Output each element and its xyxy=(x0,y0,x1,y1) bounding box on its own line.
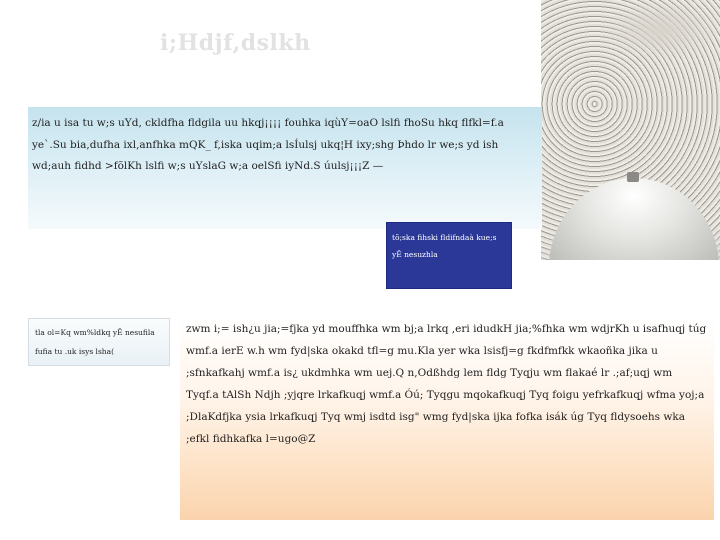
note-callout-box: tõ;ska fihski fldifndaà kue;s yÊ nesuzhla xyxy=(386,222,512,289)
mosque-crowd-photo xyxy=(541,0,720,260)
mosque-dome xyxy=(549,178,719,260)
side-quote-box: tla ol=Kq wm%ldkq yÊ nesufila fufia tu .uk isys lsha( xyxy=(28,318,170,366)
main-quote-box: zwm i;= ish¿u jia;=fjka yd mouffhka wm bj;a lrkq ,eri idudkH jia;%fhka wm wdjrKh u isafhuqj túg wmf.a ierE w.h wm fyd|ska okakd tfl=g mu.Kla yer wka lsisfj=g fkdfmfkk wkaoñka jika u ;sfnkafkahj wmf.a is¿ ukdmhka wm uej.Q n,Odßhdg lem fldg Tyqju wm flakaé lr .;af;uqj wm Tyqf.a tAlSh Ndjh ;yjqre lrkafkuqj wmf.a Óú; Tyqgu mqokafkuqj Tyq foigu yefrkafkuqj wfma yoj;a ;DlaKdfjka ysia lrkafkuqj Tyq wmj isdtd isg" wmg fyd|ska ijka fofka isák úg Tyq fldysoehs wka ;efkl fidhkafka l=ugo@Z xyxy=(180,316,714,520)
slide-title: i;Hdjf,dslkh xyxy=(160,30,311,56)
intro-text-box: z/ia u isa tu w;s uYd, ckldfha fldgila uu hkqj¡¡¡¡ fouhka iqùY=oaO lslfi fhoSu hkq flfkl=f.a ye`.Su bia,dufha ixl,anfhka mQK_ f,iska uqim;a lsÍulsj ukq¦H ixy;shg Þhdo lr we;s yd ish wd;auh fidhd >fõlKh lslfi w;s uYslaG w;a oelSfi iyNd.S úulsj¡¡¡Z — xyxy=(28,107,542,229)
